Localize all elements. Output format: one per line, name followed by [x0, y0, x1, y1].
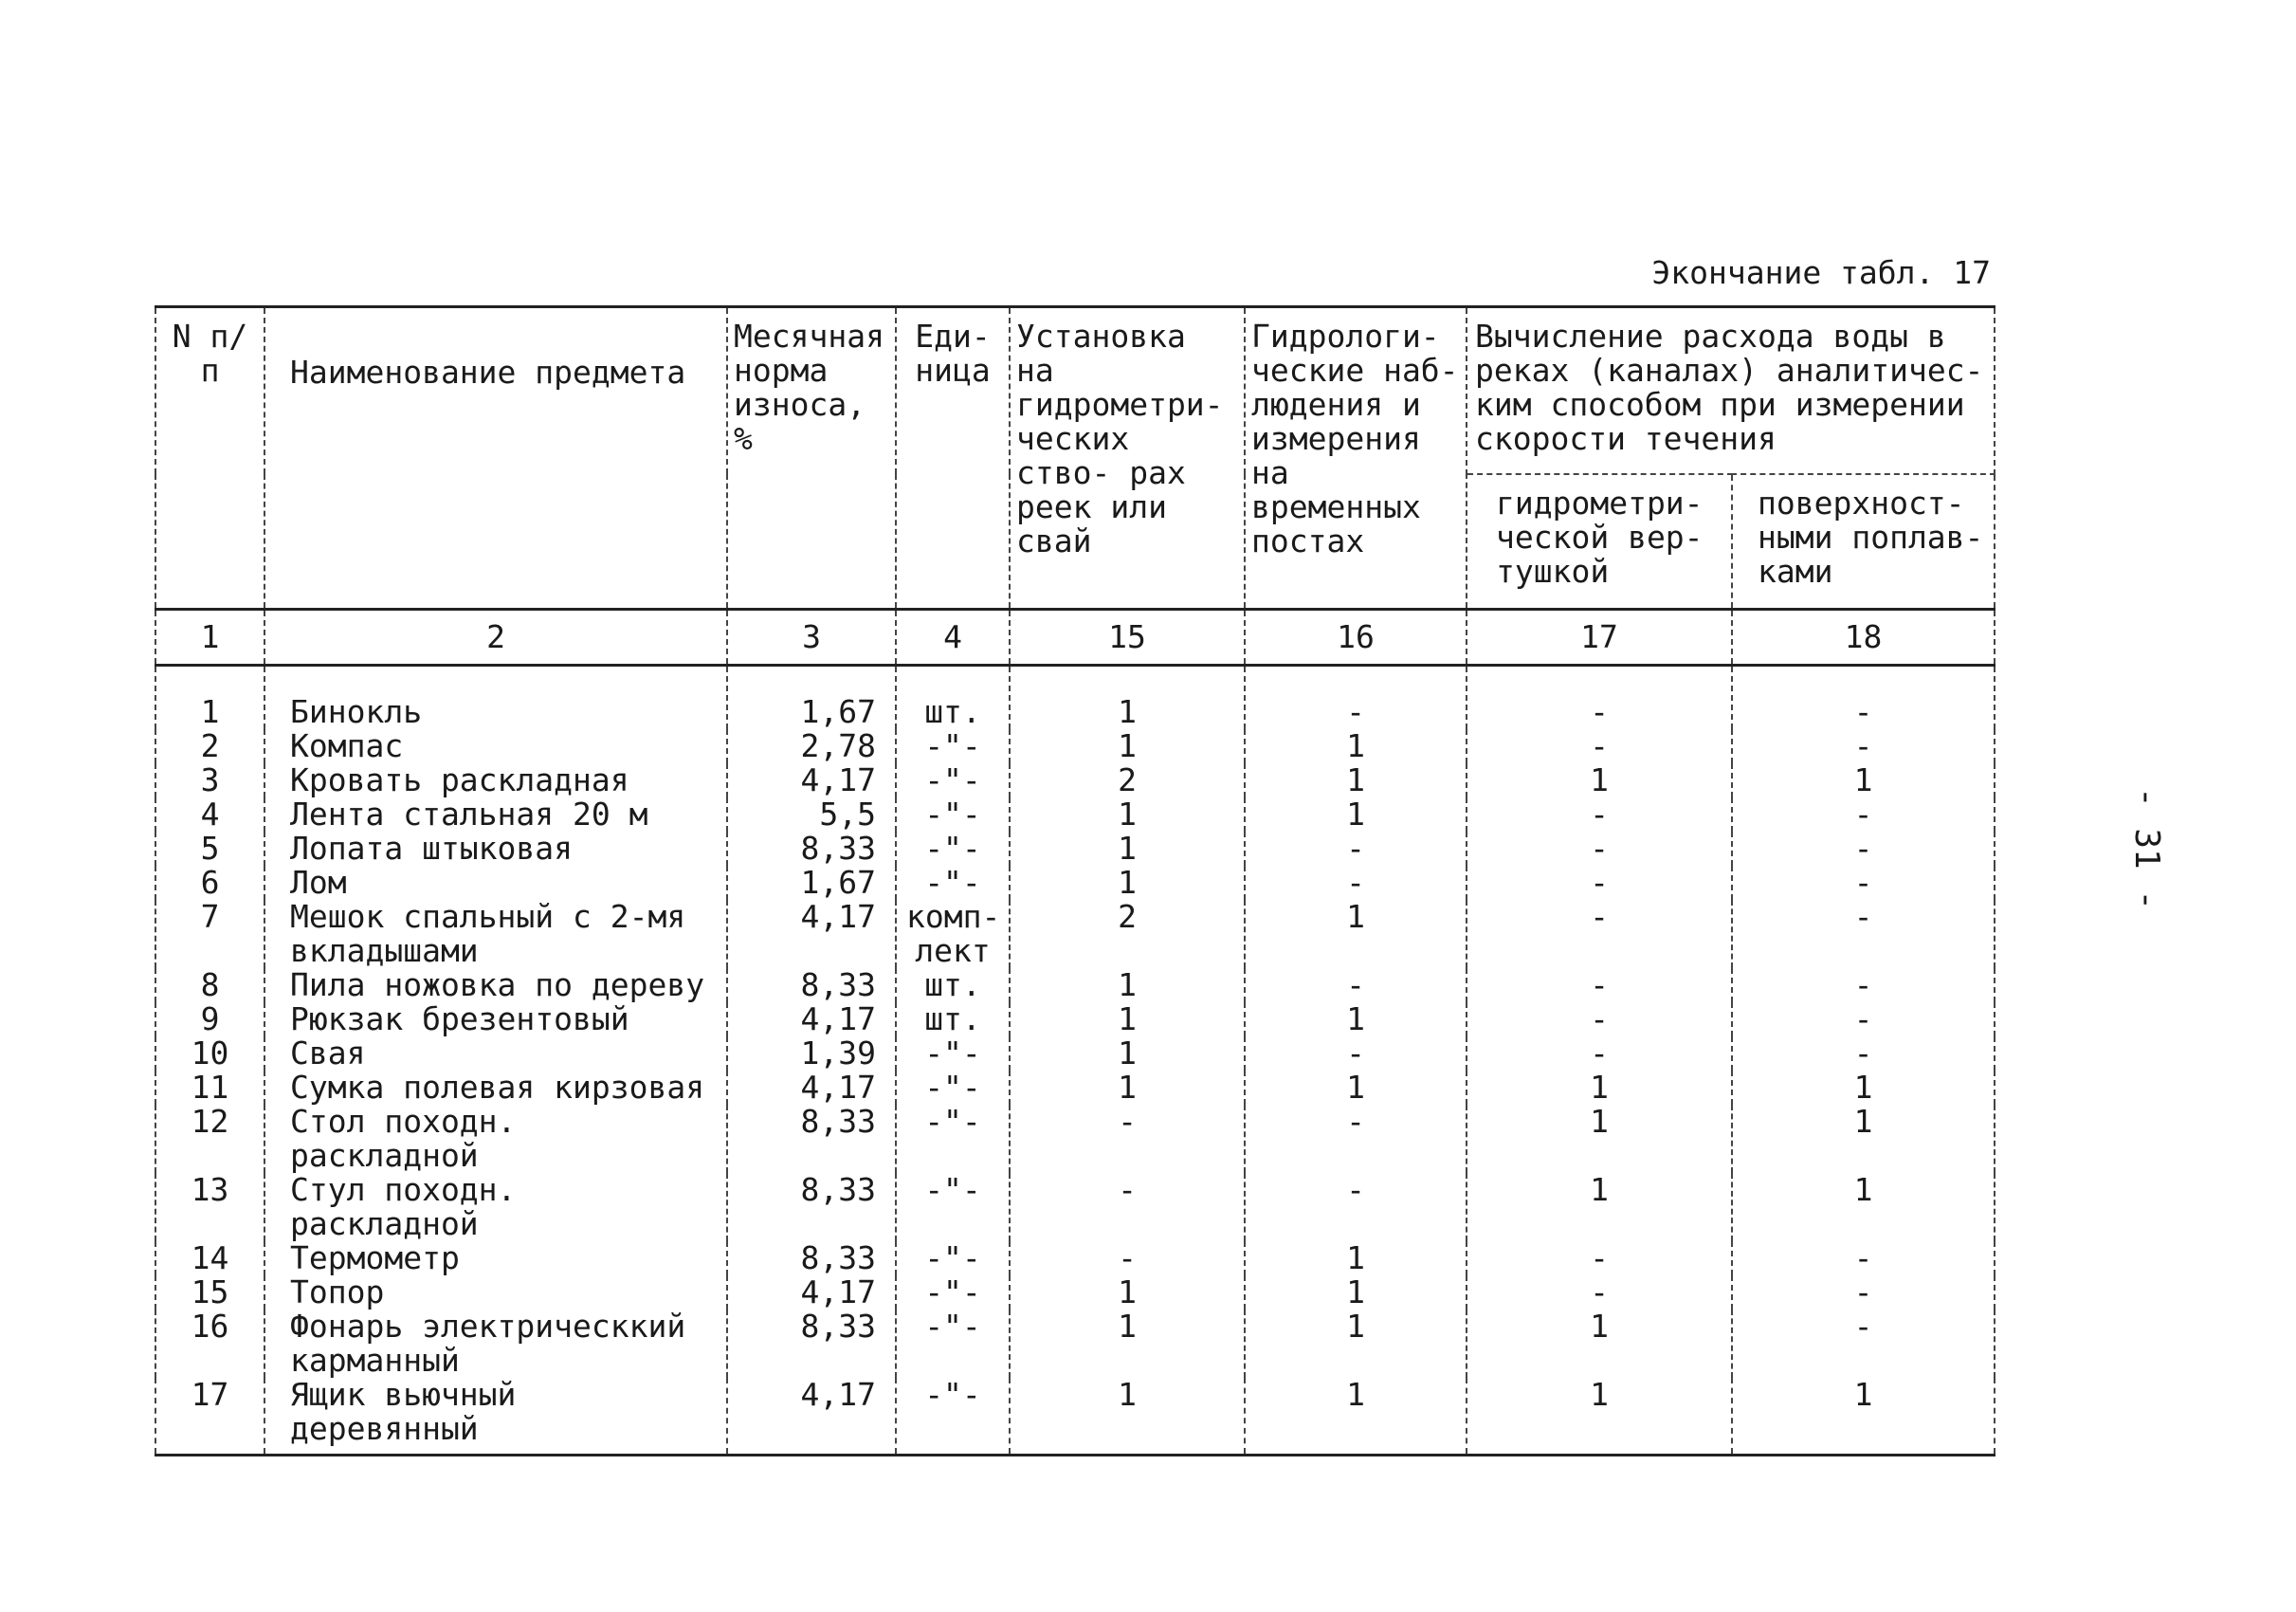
cell-norm: 4,17 — [727, 900, 896, 968]
cell-c17: 1 — [1467, 1105, 1732, 1173]
cell-c18: - — [1732, 729, 1995, 763]
cell-unit: -"- — [896, 1036, 1010, 1071]
cell-name: Пила ножовка по дереву — [264, 968, 727, 1002]
cell-c16: 1 — [1245, 900, 1467, 968]
cell-c16: 1 — [1245, 763, 1467, 797]
cell-name: Лопата штыковая — [264, 832, 727, 866]
cell-unit: шт. — [896, 666, 1010, 730]
cell-c16: 1 — [1245, 729, 1467, 763]
cell-unit: -"- — [896, 729, 1010, 763]
cell-c15: 2 — [1010, 900, 1245, 968]
cell-n: 9 — [155, 1002, 264, 1036]
header-col18: поверхност- ными поплав- ками — [1732, 474, 1995, 610]
table-row — [155, 866, 1995, 900]
column-number: 18 — [1732, 610, 1995, 666]
cell-c16: 1 — [1245, 1241, 1467, 1275]
table-row — [155, 1378, 1995, 1456]
cell-name: Стол походн. раскладной — [264, 1105, 727, 1173]
table-body — [155, 666, 1995, 1456]
cell-c18: - — [1732, 1310, 1995, 1378]
table-row — [155, 1310, 1995, 1378]
cell-c16: 1 — [1245, 1071, 1467, 1105]
cell-c18: 1 — [1732, 1071, 1995, 1105]
cell-c18: - — [1732, 1275, 1995, 1310]
cell-c18: - — [1732, 1241, 1995, 1275]
cell-norm: 8,33 — [727, 1105, 896, 1173]
cell-c15: 1 — [1010, 1002, 1245, 1036]
cell-name: Ящик вьючный деревянный — [264, 1378, 727, 1456]
table-caption: Экончание табл. 17 — [1651, 254, 1991, 291]
cell-n: 11 — [155, 1071, 264, 1105]
cell-unit: -"- — [896, 1378, 1010, 1456]
cell-unit: комп- лект — [896, 900, 1010, 968]
cell-name: Кровать раскладная — [264, 763, 727, 797]
cell-norm: 8,33 — [727, 1241, 896, 1275]
cell-norm: 4,17 — [727, 1275, 896, 1310]
cell-name: Лента стальная 20 м — [264, 797, 727, 832]
cell-c18: 1 — [1732, 763, 1995, 797]
cell-name: Термометр — [264, 1241, 727, 1275]
header-col17: гидрометри- ческой вер- тушкой — [1467, 474, 1732, 610]
column-numbers-row — [155, 610, 1995, 666]
cell-name: Рюкзак брезентовый — [264, 1002, 727, 1036]
cell-norm: 8,33 — [727, 1173, 896, 1241]
cell-n: 5 — [155, 832, 264, 866]
table-row — [155, 797, 1995, 832]
table-row — [155, 729, 1995, 763]
cell-norm: 4,17 — [727, 763, 896, 797]
cell-c18: - — [1732, 1036, 1995, 1071]
cell-c17: 1 — [1467, 1071, 1732, 1105]
header-col15: Установка на гидрометри- ческих ство- рах реек или свай — [1010, 307, 1245, 610]
wear-norms-table — [155, 305, 1995, 1456]
cell-c15: 2 — [1010, 763, 1245, 797]
cell-name: Компас — [264, 729, 727, 763]
cell-norm: 4,17 — [727, 1378, 896, 1456]
cell-unit: -"- — [896, 763, 1010, 797]
cell-c18: - — [1732, 666, 1995, 730]
table-row — [155, 832, 1995, 866]
cell-norm: 8,33 — [727, 832, 896, 866]
cell-c15: 1 — [1010, 1071, 1245, 1105]
cell-c17: - — [1467, 1275, 1732, 1310]
cell-n: 8 — [155, 968, 264, 1002]
cell-c17: 1 — [1467, 1378, 1732, 1456]
header-unit: Еди- ница — [896, 307, 1010, 610]
cell-c17: - — [1467, 866, 1732, 900]
table-row — [155, 1173, 1995, 1241]
header-group-calc: Вычисление расхода воды в реках (каналах) аналитичес- ким способом при измерении скорости течения — [1467, 307, 1995, 475]
cell-n: 7 — [155, 900, 264, 968]
cell-norm: 5,5 — [727, 797, 896, 832]
cell-norm: 4,17 — [727, 1002, 896, 1036]
cell-name: Лом — [264, 866, 727, 900]
cell-c15: - — [1010, 1105, 1245, 1173]
table-row — [155, 666, 1995, 730]
cell-c15: 1 — [1010, 666, 1245, 730]
cell-unit: -"- — [896, 1173, 1010, 1241]
cell-unit: -"- — [896, 832, 1010, 866]
cell-unit: -"- — [896, 1105, 1010, 1173]
cell-name: Бинокль — [264, 666, 727, 730]
table-row — [155, 1002, 1995, 1036]
table-row — [155, 1036, 1995, 1071]
cell-c17: - — [1467, 968, 1732, 1002]
cell-name: Мешок спальный с 2-мя вкладышами — [264, 900, 727, 968]
cell-norm: 4,17 — [727, 1071, 896, 1105]
cell-c18: 1 — [1732, 1105, 1995, 1173]
cell-c15: 1 — [1010, 832, 1245, 866]
cell-n: 14 — [155, 1241, 264, 1275]
column-number: 4 — [896, 610, 1010, 666]
cell-name: Топор — [264, 1275, 727, 1310]
table-row — [155, 1105, 1995, 1173]
cell-c16: 1 — [1245, 1378, 1467, 1456]
cell-c18: - — [1732, 866, 1995, 900]
cell-n: 1 — [155, 666, 264, 730]
cell-c18: - — [1732, 832, 1995, 866]
cell-c16: - — [1245, 866, 1467, 900]
cell-c17: - — [1467, 1036, 1732, 1071]
cell-c15: 1 — [1010, 1275, 1245, 1310]
cell-c15: 1 — [1010, 729, 1245, 763]
cell-c15: 1 — [1010, 1378, 1245, 1456]
cell-c17: 1 — [1467, 1310, 1732, 1378]
cell-c16: - — [1245, 1105, 1467, 1173]
cell-c17: 1 — [1467, 763, 1732, 797]
header-name: Наименование предмета — [264, 307, 727, 610]
cell-c15: - — [1010, 1241, 1245, 1275]
cell-c17: - — [1467, 729, 1732, 763]
cell-c17: - — [1467, 666, 1732, 730]
cell-c16: - — [1245, 968, 1467, 1002]
cell-c18: - — [1732, 900, 1995, 968]
cell-n: 12 — [155, 1105, 264, 1173]
cell-c16: 1 — [1245, 797, 1467, 832]
cell-n: 13 — [155, 1173, 264, 1241]
table-row — [155, 1241, 1995, 1275]
column-number: 3 — [727, 610, 896, 666]
cell-c17: - — [1467, 832, 1732, 866]
cell-n: 16 — [155, 1310, 264, 1378]
cell-c16: - — [1245, 1173, 1467, 1241]
header-norm: Месячная норма износа, % — [727, 307, 896, 610]
cell-c16: - — [1245, 832, 1467, 866]
cell-c16: - — [1245, 666, 1467, 730]
cell-name: Свая — [264, 1036, 727, 1071]
column-number: 17 — [1467, 610, 1732, 666]
cell-n: 4 — [155, 797, 264, 832]
cell-c15: 1 — [1010, 1036, 1245, 1071]
cell-n: 6 — [155, 866, 264, 900]
cell-n: 2 — [155, 729, 264, 763]
cell-c17: - — [1467, 797, 1732, 832]
cell-name: Фонарь электрическкий карманный — [264, 1310, 727, 1378]
cell-c15: 1 — [1010, 797, 1245, 832]
table-row — [155, 968, 1995, 1002]
cell-n: 10 — [155, 1036, 264, 1071]
cell-n: 17 — [155, 1378, 264, 1456]
column-number: 15 — [1010, 610, 1245, 666]
page-number: - 31 - — [2127, 787, 2166, 911]
cell-c16: - — [1245, 1036, 1467, 1071]
cell-unit: -"- — [896, 1275, 1010, 1310]
table-row — [155, 763, 1995, 797]
cell-unit: шт. — [896, 1002, 1010, 1036]
cell-unit: -"- — [896, 1241, 1010, 1275]
cell-name: Стул походн. раскладной — [264, 1173, 727, 1241]
cell-c15: 1 — [1010, 968, 1245, 1002]
cell-c17: - — [1467, 1002, 1732, 1036]
cell-norm: 1,67 — [727, 666, 896, 730]
cell-c18: - — [1732, 797, 1995, 832]
cell-n: 3 — [155, 763, 264, 797]
cell-c17: - — [1467, 1241, 1732, 1275]
cell-c16: 1 — [1245, 1002, 1467, 1036]
column-number: 16 — [1245, 610, 1467, 666]
header-col16: Гидрологи- ческие наб- людения и измерения на временных постах — [1245, 307, 1467, 610]
cell-c15: - — [1010, 1173, 1245, 1241]
table-row — [155, 1275, 1995, 1310]
cell-c15: 1 — [1010, 1310, 1245, 1378]
cell-unit: шт. — [896, 968, 1010, 1002]
cell-c16: 1 — [1245, 1310, 1467, 1378]
cell-unit: -"- — [896, 1310, 1010, 1378]
cell-norm: 1,67 — [727, 866, 896, 900]
cell-n: 15 — [155, 1275, 264, 1310]
cell-norm: 8,33 — [727, 1310, 896, 1378]
table-row — [155, 900, 1995, 968]
column-number: 1 — [155, 610, 264, 666]
cell-norm: 2,78 — [727, 729, 896, 763]
cell-unit: -"- — [896, 866, 1010, 900]
cell-c18: - — [1732, 968, 1995, 1002]
table-row — [155, 1071, 1995, 1105]
cell-unit: -"- — [896, 797, 1010, 832]
column-number: 2 — [264, 610, 727, 666]
cell-unit: -"- — [896, 1071, 1010, 1105]
cell-norm: 1,39 — [727, 1036, 896, 1071]
cell-c18: 1 — [1732, 1173, 1995, 1241]
cell-c18: - — [1732, 1002, 1995, 1036]
header-n: N п/п — [155, 307, 264, 610]
cell-c16: 1 — [1245, 1275, 1467, 1310]
cell-c18: 1 — [1732, 1378, 1995, 1456]
cell-name: Сумка полевая кирзовая — [264, 1071, 727, 1105]
cell-norm: 8,33 — [727, 968, 896, 1002]
cell-c17: 1 — [1467, 1173, 1732, 1241]
cell-c15: 1 — [1010, 866, 1245, 900]
cell-c17: - — [1467, 900, 1732, 968]
